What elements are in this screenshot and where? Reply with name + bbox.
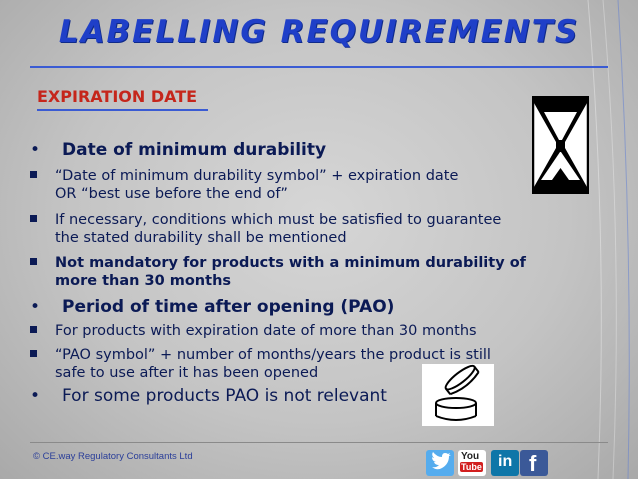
slide-title: LABELLING REQUIREMENTS — [58, 14, 580, 50]
facebook-label: f — [529, 451, 537, 476]
bullet-text: Period of time after opening (PAO) — [62, 297, 395, 317]
sub-bullet-line: “Date of minimum durability symbol” + expiration date — [55, 168, 459, 184]
sub-bullet-line: OR “best use before the end of” — [55, 186, 288, 202]
linkedin-label: in — [498, 453, 513, 470]
section-subtitle: EXPIRATION DATE — [37, 87, 198, 106]
sub-bullet-line: more than 30 months — [55, 273, 232, 289]
twitter-icon[interactable] — [426, 450, 454, 476]
footer-divider — [30, 442, 608, 443]
square-bullet-icon — [30, 350, 37, 357]
bullet-text: For some products PAO is not relevant — [62, 386, 387, 406]
sub-bullet-line: safe to use after it has been opened — [55, 365, 319, 381]
facebook-icon[interactable] — [520, 450, 548, 476]
linkedin-icon[interactable] — [491, 450, 519, 476]
square-bullet-icon — [30, 326, 37, 333]
sub-bullet-line: the stated durability shall be mentioned — [55, 230, 347, 246]
sub-bullet-line: For products with expiration date of more than 30 months — [55, 323, 477, 339]
sub-bullet-line: “PAO symbol” + number of months/years the product is still — [55, 347, 491, 363]
square-bullet-icon — [30, 171, 37, 178]
bullet-text: Date of minimum durability — [62, 140, 327, 160]
square-bullet-icon — [30, 258, 37, 265]
copyright-text: © CE.way Regulatory Consultants Ltd — [33, 451, 193, 462]
square-bullet-icon — [30, 215, 37, 222]
youtube-label: Tube — [461, 462, 482, 472]
sub-bullet-line: If necessary, conditions which must be satisfied to guarantee — [55, 212, 502, 228]
youtube-icon[interactable] — [458, 450, 486, 476]
pao-jar-icon — [422, 364, 494, 426]
title-divider — [30, 66, 608, 68]
decorative-lines — [578, 0, 638, 479]
sub-bullet-line: Not mandatory for products with a minimum durability of — [55, 255, 526, 271]
youtube-label: You — [461, 451, 480, 462]
bullet-dot: • — [30, 140, 41, 160]
subtitle-underline — [37, 109, 208, 111]
bullet-dot: • — [30, 297, 41, 317]
hourglass-icon — [532, 96, 589, 194]
bullet-dot: • — [30, 386, 41, 406]
